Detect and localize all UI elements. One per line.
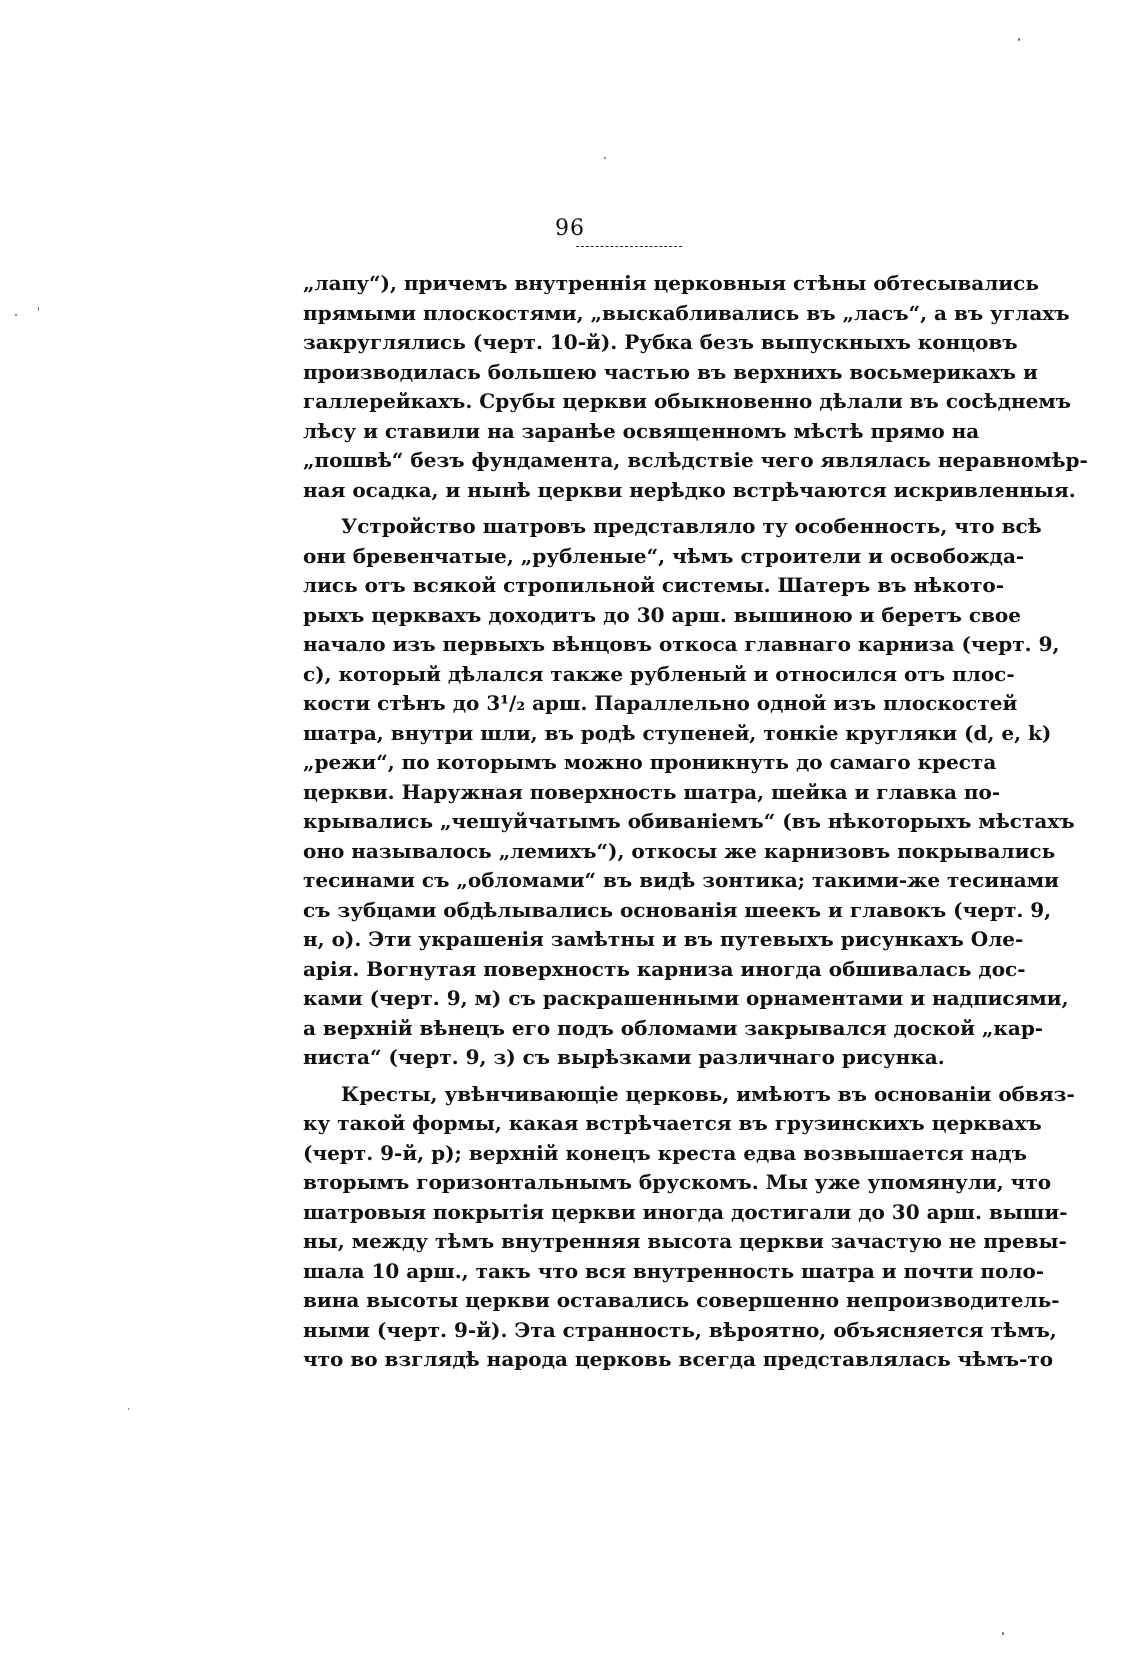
text-line: ная осадка, и нынѣ церкви нерѣдко встрѣчаются искривленныя. — [303, 477, 1076, 502]
text-line: ными (черт. 9-й). Эта странность, вѣроятно, объясняется тѣмъ, — [303, 1317, 1057, 1342]
paragraph-gap — [303, 1073, 958, 1080]
text-line: крывались „чешуйчатымъ обиваніемъ“ (въ нѣкоторыхъ мѣстахъ — [303, 809, 1075, 833]
paragraph — [303, 1080, 1075, 1375]
text-line: ками (черт. 9, м) съ раскрашенными орнаментами и надписями, — [303, 986, 1069, 1010]
scan-speck — [1018, 38, 1020, 41]
text-line: шала 10 арш., такъ что вся внутренность шатра и почти поло- — [303, 1258, 1045, 1283]
text-line: лѣсу и ставили на заранѣе освященномъ мѣстѣ прямо на — [303, 418, 980, 443]
text-line: „пошвѣ“ безъ фундамента, вслѣдствіе чего являлась неравномѣр- — [303, 448, 1088, 472]
text-line: прямыми плоскостями, „выскабливались въ „ласъ“, а въ углахъ — [303, 300, 1070, 325]
paragraph-gap — [303, 505, 958, 512]
text-line: н, о). Эти украшенія замѣтны и въ путевыхъ рисункахъ Оле- — [303, 927, 1024, 951]
scan-speck — [128, 1408, 129, 1410]
text-line: Устройство шатровъ представляло ту особенность, что всѣ — [341, 514, 1042, 538]
text-line: ниста“ (черт. 9, з) съ вырѣзками различнаго рисунка. — [303, 1045, 945, 1069]
text-line: они бревенчатые, „рубленые“, чѣмъ строители и освобожда- — [303, 543, 1025, 568]
text-line: Кресты, увѣнчивающіе церковь, имѣютъ въ основаніи обвяз- — [341, 1081, 1075, 1106]
paragraph — [303, 512, 1075, 1073]
text-line: вторымъ горизонтальнымъ брускомъ. Мы уже упомянули, что — [303, 1170, 1052, 1194]
scan-speck — [1002, 1632, 1004, 1635]
text-line: шатра, внутри шли, въ родѣ ступеней, тонкіе кругляки (d, e, k) — [303, 720, 1052, 745]
text-line: кости стѣнъ до 3¹/₂ арш. Параллельно одной изъ плоскостей — [303, 691, 1018, 715]
text-line: „лапу“), причемъ внутреннія церковныя стѣны обтесывались — [303, 271, 1039, 295]
text-line: закруглялись (черт. 10-й). Рубка безъ выпускныхъ концовъ — [303, 330, 1018, 354]
text-line: оно называлось „лемихъ“), откосы же карнизовъ покрывались — [303, 838, 1056, 863]
paragraph — [303, 269, 1088, 505]
text-line: галлерейкахъ. Срубы церкви обыкновенно дѣлали въ сосѣднемъ — [303, 389, 1072, 413]
scan-speck — [15, 314, 17, 316]
text-line: рыхъ церквахъ доходитъ до 30 арш. вышиною и беретъ свое — [303, 602, 1021, 627]
text-line: начало изъ первыхъ вѣнцовъ откоса главнаго карниза (черт. 9, — [303, 632, 1060, 656]
text-line: тесинами съ „обломами“ въ видѣ зонтика; такими-же тесинами — [303, 868, 1059, 892]
text-line: c), который дѣлался также рубленый и относился отъ плос- — [303, 661, 1015, 686]
scan-speck — [38, 307, 39, 311]
text-line: (черт. 9-й, p); верхній конецъ креста едва возвышается надъ — [303, 1140, 1027, 1165]
text-line: вина высоты церкви оставались совершенно непроизводитель- — [303, 1288, 1060, 1312]
text-line: „режи“, по которымъ можно проникнуть до самаго креста — [303, 750, 997, 774]
text-line: ны, между тѣмъ внутренняя высота церкви зачастую не превы- — [303, 1229, 1067, 1253]
text-line: съ зубцами обдѣлывались основанія шеекъ и главокъ (черт. 9, — [303, 897, 1052, 922]
body-text — [303, 269, 1088, 1375]
text-line: а верхній вѣнецъ его подъ обломами закрывался доской „кар- — [303, 1015, 1044, 1040]
page-number: 96 — [555, 216, 585, 241]
scan-speck — [604, 157, 606, 159]
text-line: церкви. Наружная поверхность шатра, шейка и главка по- — [303, 779, 1001, 804]
text-line: ку такой формы, какая встрѣчается въ грузинскихъ церквахъ — [303, 1111, 1042, 1135]
text-line: шатровыя покрытія церкви иногда достигали до 30 арш. выши- — [303, 1199, 1068, 1224]
text-line: лись отъ всякой стропильной системы. Шатеръ въ нѣкото- — [303, 573, 1005, 597]
text-line: производилась большею частью въ верхнихъ восьмерикахъ и — [303, 359, 1038, 384]
text-line: что во взглядѣ народа церковь всегда представлялась чѣмъ-то — [303, 1347, 1054, 1371]
text-line: арія. Вогнутая поверхность карниза иногда обшивалась дос- — [303, 956, 1026, 981]
header-rule — [576, 246, 682, 247]
